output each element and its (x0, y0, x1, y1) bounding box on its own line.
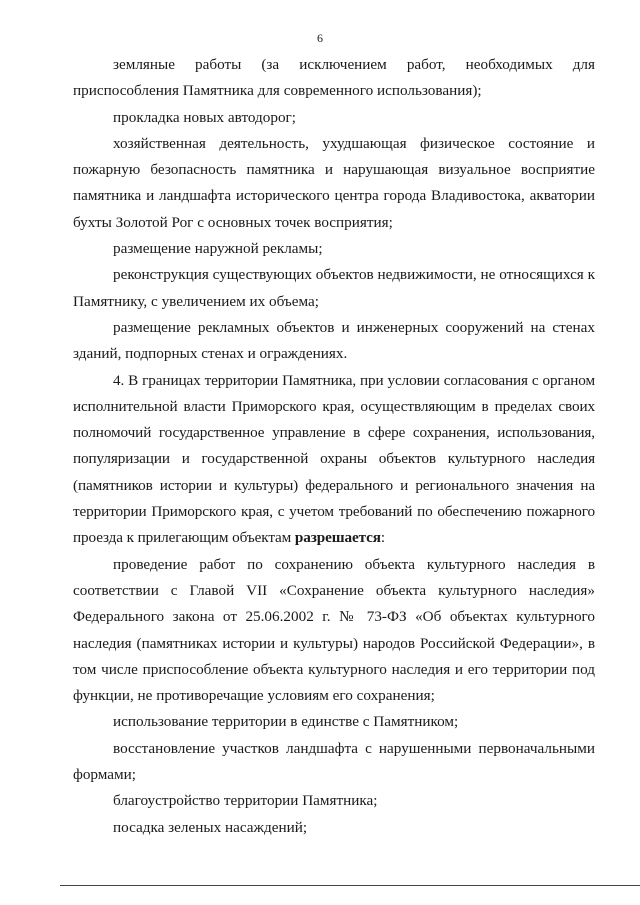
paragraph-advertising-objects: размещение рекламных объектов и инженерных сооружений на стенах зданий, подпорных стенах и ограждениях. (73, 318, 595, 363)
paragraph-new-roads: прокладка новых автодорог; (113, 108, 296, 126)
paragraph-outdoor-advertising: размещение наружной рекламы; (113, 240, 323, 258)
paragraph-reconstruction: реконструкция существующих объектов недвижимости, не относящихся к Памятнику, с увеличением их объема; (73, 266, 595, 310)
section-4-text: 4. В границах территории Памятника, при условии согласования с органом исполнительной власти Приморского края, осуществляющим в пределах своих полномочий государственное управление в сфере сохранения, использования, популяризации и государственной охраны объектов культурного наследия (памятников истории и культуры) федерального и регионального значения на территории Приморского края, с учетом требований по обеспечению пожарного проезда к прилегающим объектам (73, 371, 595, 547)
paragraph-economic-activity: хозяйственная деятельность, ухудшающая физическое состояние и пожарную безопасность памятника и нарушающая визуальное восприятие памятника и ландшафта исторического центра города Владивостока, акватории бухты Золотой Рог с основных точек восприятия; (73, 134, 595, 231)
paragraph-earthworks: земляные работы (за исключением работ, необходимых для приспособления Памятника для современного использования); (73, 56, 595, 100)
section-4-permitted: разрешается (294, 529, 381, 547)
section-4-tail: : (380, 529, 386, 547)
document-body (73, 52, 595, 841)
paragraph-section-4 (73, 368, 595, 552)
paragraph-preservation-works: проведение работ по сохранению объекта культурного наследия в соответствии с Главой VII «Сохранение объекта культурного наследия» Федерального закона от 25.06.2002 г. № 73-ФЗ «Об объектах культурного наследия (памятниках истории и культуры) народов Российской Федерации», в том числе приспособление объекта культурного наследия и его территории под функции, не противоречащие условиям его сохранения; (73, 555, 595, 705)
paragraph-territory-use: использование территории в единстве с Памятником; (113, 713, 459, 731)
scan-bottom-edge (60, 885, 640, 886)
page-number: 6 (317, 31, 323, 45)
paragraph-landscape-restoration: восстановление участков ландшафта с нарушенными первоначальными формами; (73, 739, 595, 784)
paragraph-improvement: благоустройство территории Памятника; (113, 792, 378, 810)
paragraph-planting: посадка зеленых насаждений; (113, 818, 308, 836)
